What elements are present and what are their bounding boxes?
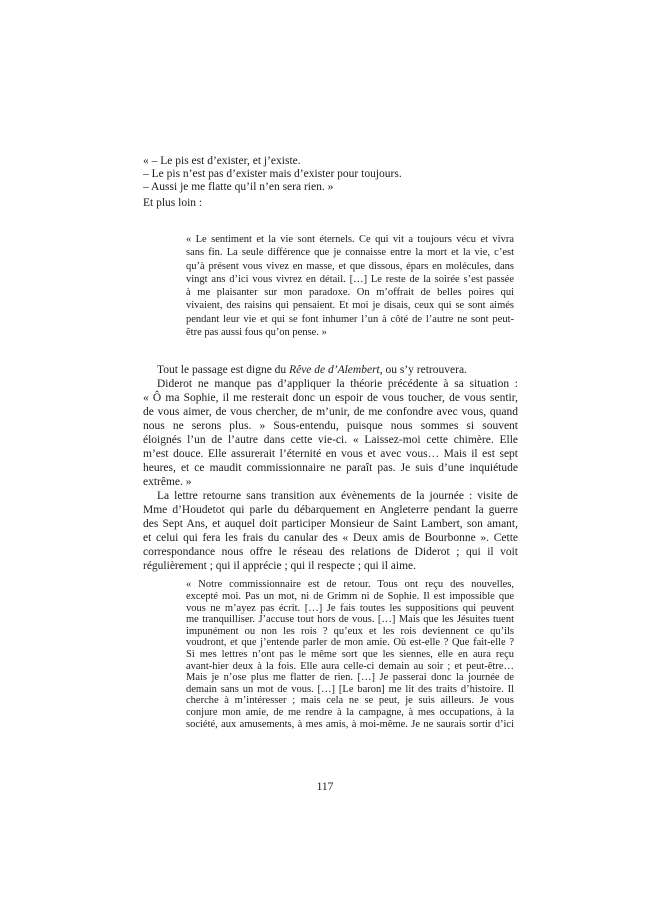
- text-line: voudront, et que j’entende parler de mon amie. Où est-elle ? Que fait-elle ?: [186, 637, 514, 649]
- page-number: 117: [316, 781, 334, 793]
- text-line: La lettre retourne sans transition aux évènements de la journée : visite de: [157, 490, 518, 503]
- text-line: demain sans un mot de vous. […] [Le baron] me lit des traits d’histoire. Il: [186, 683, 514, 695]
- text-line: à me plaisanter sur mon paradoxe. On m’offrait de belles poires qui: [186, 287, 514, 299]
- text-line: correspondance nous offre le réseau des relations de Diderot ; qui il voit: [143, 546, 518, 559]
- text-line: Mais je n’ose plus me flatter de rien. […] Je passerai donc la journée de: [186, 672, 514, 684]
- page-body: [0, 155, 650, 730]
- text-line: « Notre commissionnaire est de retour. Tous ont reçu des nouvelles,: [186, 579, 514, 591]
- text-line: nous ne serons plus. » Sous-entendu, puisque nous sommes si souvent: [143, 420, 518, 433]
- text-line: régulièrement ; qui il apprécie ; qui il respecte ; qui il aime.: [143, 560, 417, 573]
- text-line: « Ô ma Sophie, il me resterait donc un espoir de vous toucher, de vous sentir,: [143, 392, 518, 405]
- block-quote-2: [186, 579, 514, 730]
- text-line: des Sept Ans, et auquel doit participer Monsieur de Saint Lambert, son amant,: [143, 518, 518, 531]
- text-line: m’est douce. Elle assurerait l’éternité en vous et avec vous… Mais il est sept: [143, 448, 518, 461]
- text-line: heures, et ce maudit commissionnaire ne paraît pas. Je suis d’une inquiétude: [143, 462, 518, 475]
- text-line: être pas aussi fous qu’on pense. »: [186, 327, 327, 339]
- text-line: impunément ou non les rois ? qu’eux et les rois deviennent ce qu’ils: [186, 625, 514, 637]
- text-line: éloignés l’un de l’autre dans cette vie-ci. « Laissez-moi cette chimère. Elle: [143, 434, 518, 447]
- text-line: société, aux amusements, à mes amis, à moi-même. Je ne saurais sortir d’ici: [186, 718, 514, 730]
- text-line: Si mes lettres n’ont pas le même sort que les siennes, elle en aura reçu: [186, 648, 514, 660]
- text-line: « Le sentiment et la vie sont éternels. Ce qui vit a toujours vécu et vivra: [186, 234, 514, 245]
- text-segment: Tout le passage est digne du: [157, 364, 290, 377]
- text-line: cherche à m’intéresser ; mais cela ne se peut, je suis ailleurs. Je vous: [186, 695, 514, 707]
- dialogue-block: [143, 155, 518, 194]
- text-line: – Aussi je me flatte qu’il n’en sera rien. »: [143, 181, 334, 193]
- text-line: pendant leur vie et qui se font inhumer l’un à côté de l’autre ne sont peut-: [186, 313, 514, 325]
- text-line: me tranquilliser. J’accuse tout hors de vous. […] Mais que les Jésuites tuent: [186, 614, 514, 626]
- text-line: « – Le pis est d’exister, et j’existe.: [143, 155, 301, 167]
- body-paragraphs: [143, 363, 518, 573]
- text-line: Et plus loin :: [143, 197, 203, 209]
- block-quote-1: [186, 233, 514, 339]
- work-title: Rêve de d’Alembert: [289, 364, 380, 377]
- text-line: conjure mon amie, de me rendre à la campagne, à mes occupations, à la: [186, 706, 514, 718]
- text-line: vingt ans d’ici vous vivrez en détail. […] Le reste de la soirée s’est passée: [186, 273, 514, 285]
- text-line: avant-hier deux à la fois. Elle aura celle-ci demain au soir ; et peut-être…: [186, 660, 514, 672]
- intro-line: [143, 197, 518, 210]
- paragraph-first-line: [143, 363, 518, 377]
- text-line: et celui qui fera les frais du canular des « Deux amis de Bourbonne ». Cette: [143, 532, 518, 545]
- text-line: excepté moi. Pas un mot, ni de Grimm ni de Sophie. Il est impossible que: [186, 590, 514, 602]
- text-line: – Le pis n’est pas d’exister mais d’exister pour toujours.: [143, 168, 402, 180]
- text-line: vous ne m’ayez pas écrit. […] Je fais toutes les suppositions qui peuvent: [186, 602, 514, 614]
- text-line: Diderot ne manque pas d’appliquer la théorie précédente à sa situation :: [157, 378, 518, 391]
- text-line: Mme d’Houdetot qui parle du débarquement en Angleterre pendant la guerre: [143, 504, 518, 517]
- text-line: sans fin. La seule différence que je connaisse entre la mort et la vie, c’est: [186, 247, 514, 259]
- text-line: de vous aimer, de vous chercher, de m’unir, de me confondre avec vous, quand: [143, 406, 518, 419]
- text-line: vivaient, des raisins qui pensaient. Et moi je disais, ceux qui se sont aimés: [186, 300, 514, 312]
- text-segment: , ou s’y retrouvera.: [379, 364, 467, 377]
- text-line: extrême. »: [143, 476, 192, 489]
- text-line: qu’à présent vous vivez en masse, et que dissous, épars en molécules, dans: [186, 260, 514, 272]
